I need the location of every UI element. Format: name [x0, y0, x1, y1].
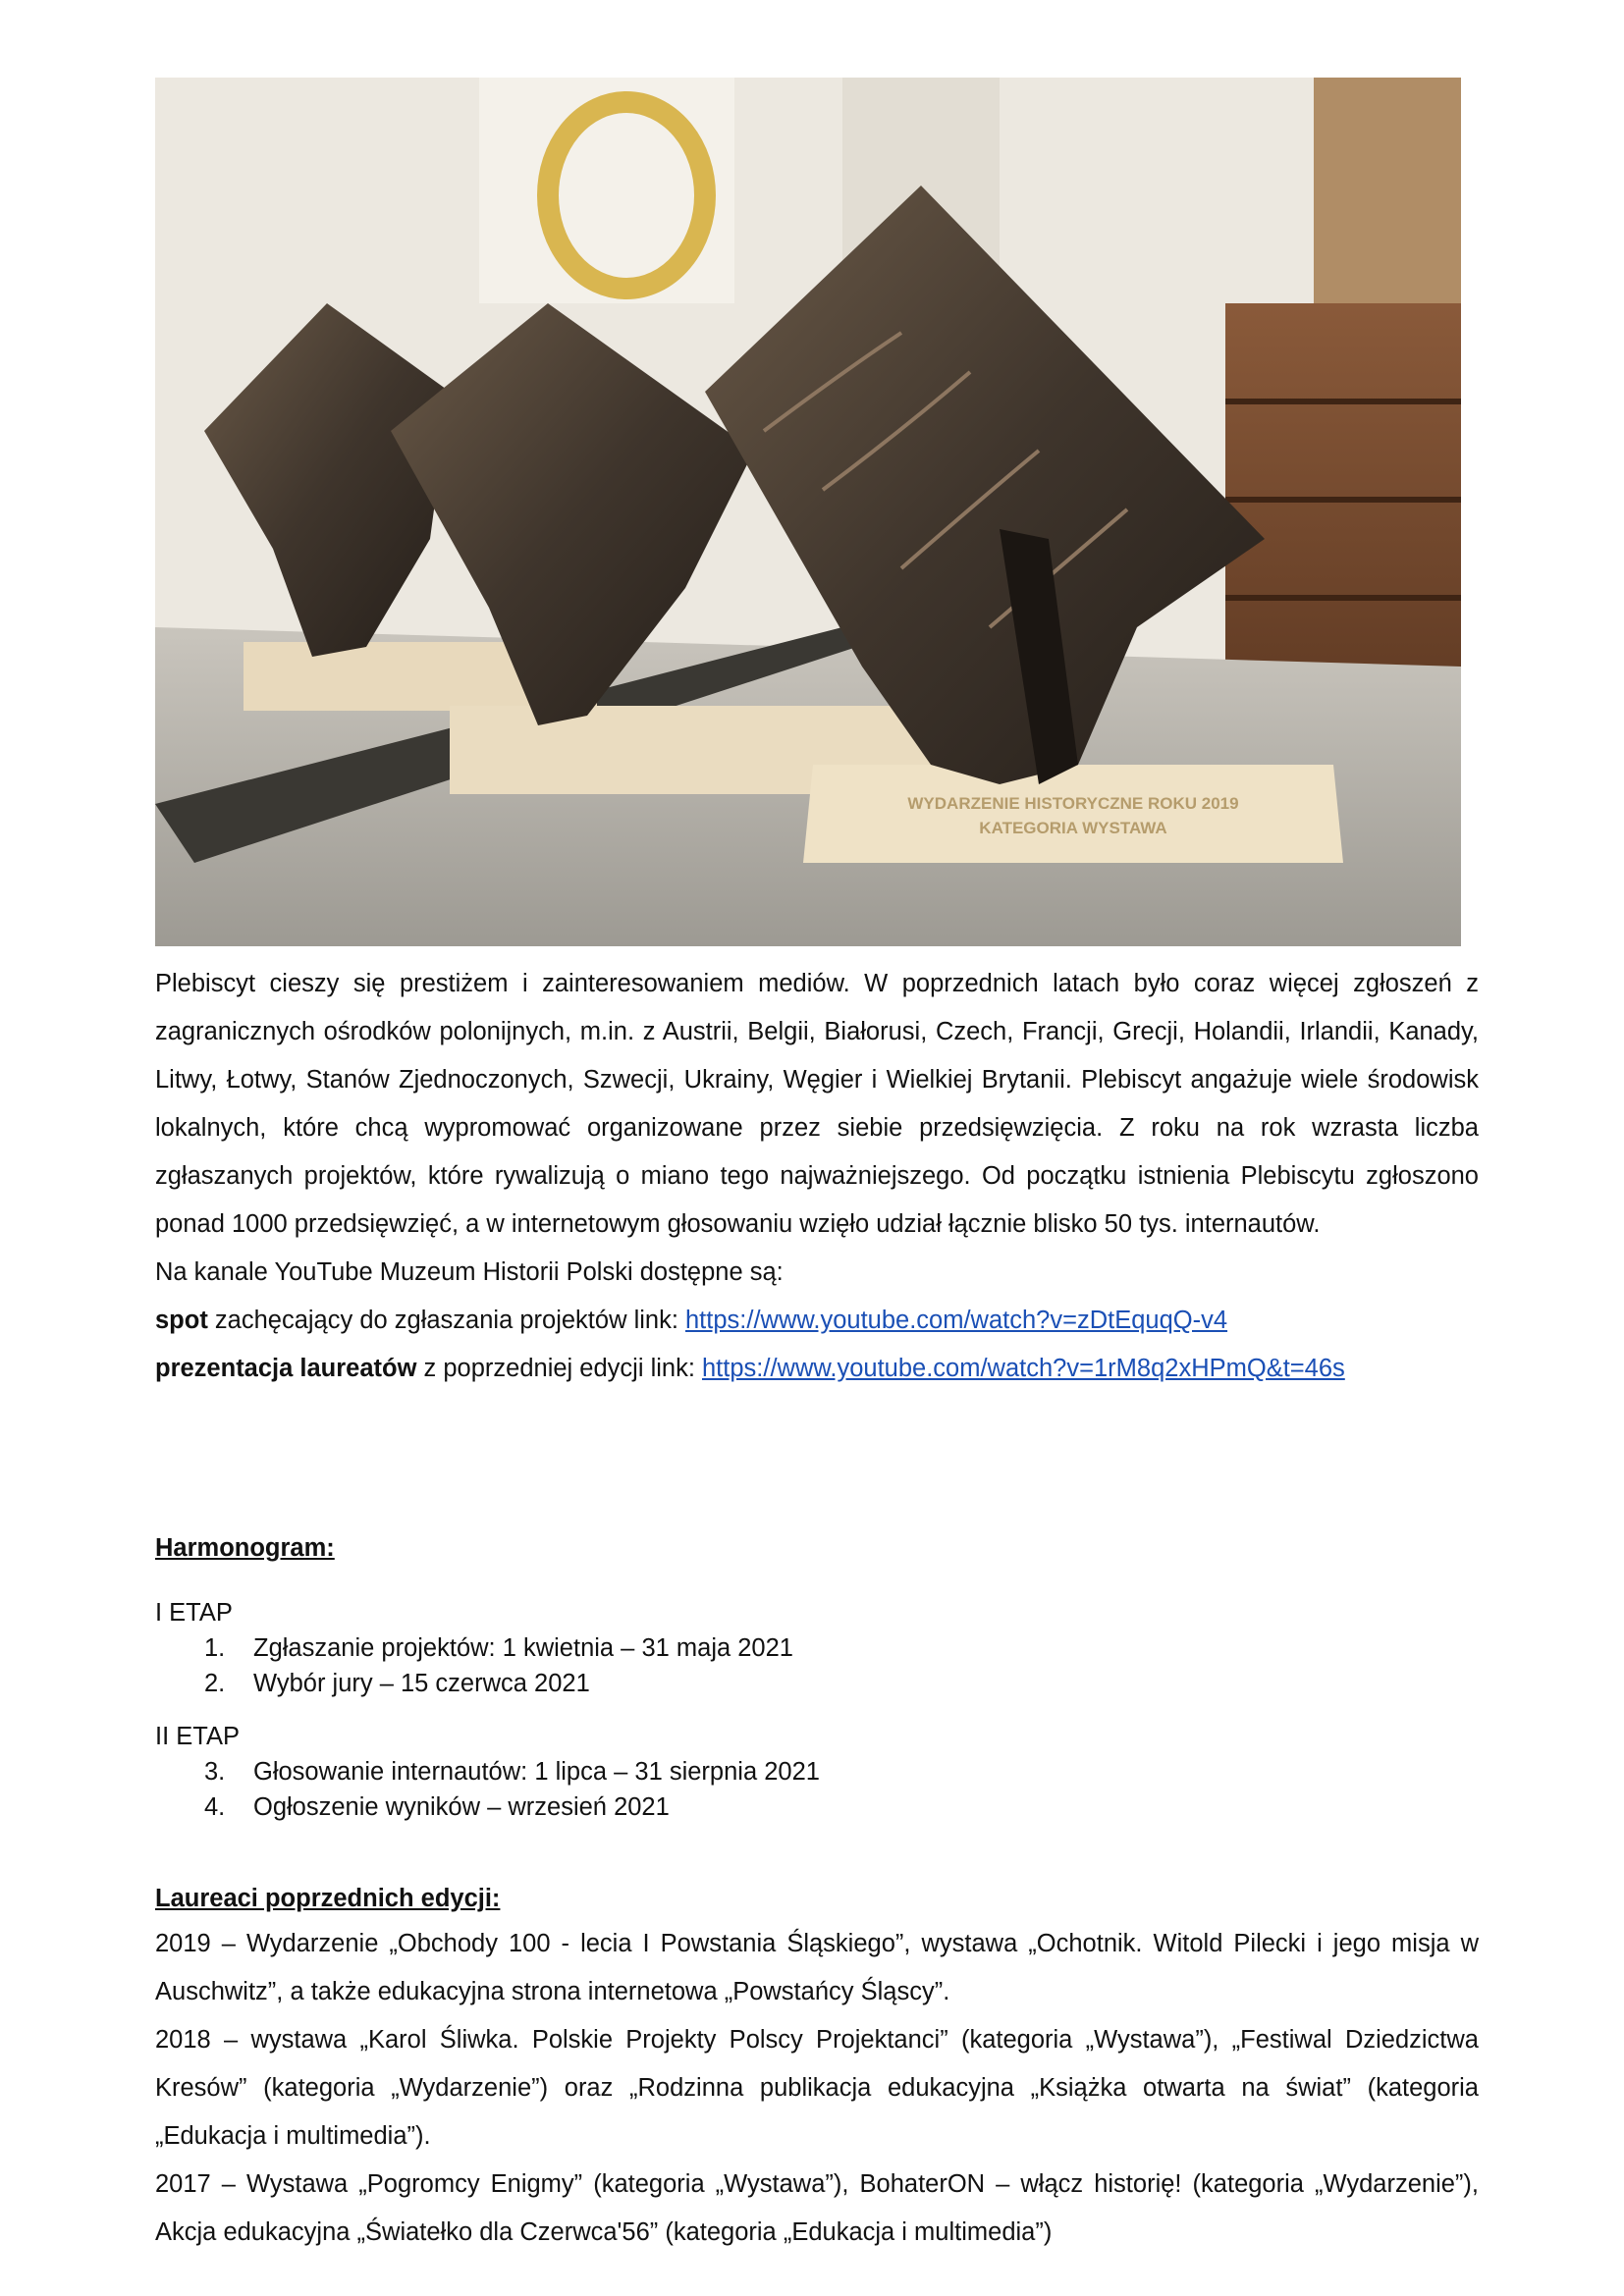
intro-section: [155, 960, 1479, 1393]
list-item-text: Głosowanie internautów: 1 lipca – 31 sierpnia 2021: [253, 1758, 820, 1786]
intro-paragraph: Plebiscyt cieszy się prestiżem i zainteresowaniem mediów. W poprzednich latach było coraz więcej zgłoszeń z zagranicznych ośrodków polonijnych, m.in. z Austrii, Belgii, Białorusi, Czech, Francji, Grecji, Holandii, Irlandii, Kanady, Litwy, Łotwy, Stanów Zjednoczonych, Szwecji, Ukrainy, Węgier i Wielkiej Brytanii. Plebiscyt angażuje wiele środowisk lokalnych, które chcą wypromować organizowane przez siebie przedsięwzięcia. Z roku na rok wzrasta liczba zgłaszanych projektów, które rywalizują o miano tego najważniejszego. Od początku istnienia Plebiscytu zgłoszono ponad 1000 przedsięwzięć, a w internetowym głosowaniu wzięło udział łącznie blisko 50 tys. internautów.: [155, 970, 1479, 1238]
presentation-text: z poprzedniej edycji link:: [416, 1355, 702, 1382]
spot-link[interactable]: https://www.youtube.com/watch?v=zDtEquqQ-v4: [685, 1307, 1228, 1334]
presentation-link[interactable]: https://www.youtube.com/watch?v=1rM8q2xHPmQ&t=46s: [702, 1355, 1345, 1382]
laureates-section: [155, 1920, 1479, 2257]
list-item-number: 3.: [204, 1758, 226, 1786]
laureate-entry-2018: 2018 – wystawa „Karol Śliwka. Polskie Projekty Polscy Projektanci” (kategoria „Wystawa”), „Festiwal Dziedzictwa Kresów” (kategoria „Wydarzenie”) oraz „Rodzinna publikacja edukacyjna „Książka otwarta na świat” (kategoria „Edukacja i multimedia”).: [155, 2026, 1479, 2150]
presentation-bold: prezentacja laureatów: [155, 1355, 417, 1382]
list-item-text: Wybór jury – 15 czerwca 2021: [253, 1670, 590, 1697]
list-item: [155, 1630, 793, 1666]
list-item: [155, 1754, 820, 1789]
laureate-entry-2019: 2019 – Wydarzenie „Obchody 100 - lecia I Powstania Śląskiego”, wystawa „Ochotnik. Witold Pilecki i jego misja w Auschwitz”, a także edukacyjna strona internetowa „Powstańcy Śląscy”.: [155, 1930, 1479, 2005]
award-statuettes-photo: [155, 78, 1461, 946]
list-item-number: 1.: [204, 1634, 226, 1662]
schedule-heading: Harmonogram:: [155, 1534, 335, 1562]
list-item: [155, 1666, 793, 1701]
stage-1: [155, 1595, 793, 1701]
plaque-text-line-2: KATEGORIA WYSTAWA: [979, 819, 1167, 837]
list-item-text: Ogłoszenie wyników – wrzesień 2021: [253, 1793, 670, 1821]
plaque-text-line-1: WYDARZENIE HISTORYCZNE ROKU 2019: [907, 794, 1239, 813]
laureates-heading: Laureaci poprzednich edycji:: [155, 1885, 501, 1912]
laureate-entry-2017: 2017 – Wystawa „Pogromcy Enigmy” (kategoria „Wystawa”), BohaterON – włącz historię! (kategoria „Wydarzenie”), Akcja edukacyjna „Światełko dla Czerwca'56” (kategoria „Edukacja i multimedia”): [155, 2170, 1479, 2246]
spot-text: zachęcający do zgłaszania projektów link:: [207, 1307, 685, 1334]
spot-bold: spot: [155, 1307, 208, 1334]
stage-2: [155, 1719, 820, 1825]
list-item: [155, 1789, 820, 1825]
stage-2-list: [155, 1754, 820, 1825]
stage-1-list: [155, 1630, 793, 1701]
spot-line: [155, 1297, 1479, 1345]
stage-2-title: II ETAP: [155, 1723, 240, 1750]
list-item-number: 4.: [204, 1793, 226, 1821]
presentation-line: [155, 1345, 1479, 1393]
statuettes-illustration: [155, 78, 1461, 946]
list-item-text: Zgłaszanie projektów: 1 kwietnia – 31 maja 2021: [253, 1634, 793, 1662]
list-item-number: 2.: [204, 1670, 226, 1697]
youtube-line: Na kanale YouTube Muzeum Historii Polski dostępne są:: [155, 1258, 784, 1286]
stage-1-title: I ETAP: [155, 1599, 233, 1627]
